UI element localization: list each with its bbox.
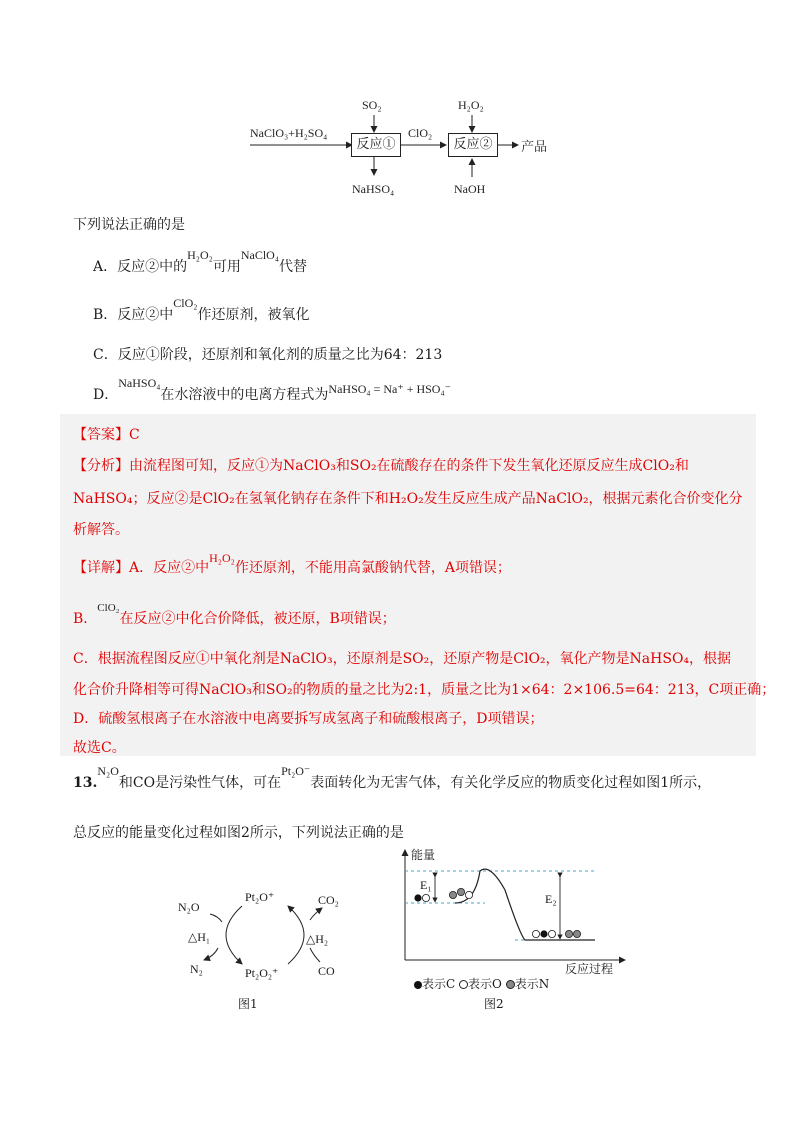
fig1-co2: CO₂	[318, 893, 339, 907]
flow-so2-label: SO₂	[362, 98, 382, 112]
detail-line-c2: 化合价升降相等可得NaClO₃和SO₂的物质的量之比为2:1，质量之比为1×64：2×106.5=64：213，C项正确；	[73, 682, 776, 698]
detail-line-c1: C．根据流程图反应①中氧化剂是NaClO₃，还原剂是SO₂，还原产物是ClO₂，氧化产物是NaHSO₄，根据	[73, 651, 732, 667]
flow-clo2-label: ClO₂	[408, 126, 433, 140]
flow-h2o2-label: H₂O₂	[458, 98, 484, 112]
fig2-e2: E₂	[545, 892, 557, 906]
detail-line-d: D．硫酸氢根离子在水溶液中电离要拆写成氢离子和硫酸根离子，D项错误；	[73, 711, 544, 727]
flow-reaction-2-box: 反应②	[448, 133, 498, 157]
question-stem: 下列说法正确的是	[73, 217, 185, 233]
analysis-line-1: 【分析】由流程图可知，反应①为NaClO₃和SO₂在硫酸存在的条件下发生氧化还原反应生成ClO₂和	[73, 458, 689, 474]
fig1-n2o: N₂O	[178, 900, 200, 914]
fig1-dh1: △H₁	[188, 930, 211, 944]
flow-nahso4-label: NaHSO₄	[352, 182, 395, 196]
fig1-co: CO	[318, 964, 335, 978]
fig2-e1: E₁	[420, 878, 432, 892]
oxygen-dot-icon	[459, 980, 468, 989]
detail-line-a: 【详解】A．反应②中H₂O₂作还原剂，不能用高氯酸钠代替，A项错误；	[73, 551, 511, 576]
carbon-dot-icon	[414, 981, 422, 989]
fig1-dh2: △H₂	[306, 932, 329, 946]
flow-product-label: 产品	[521, 140, 548, 155]
fig2-caption: 图2	[484, 997, 504, 1011]
nitrogen-dot-icon	[506, 980, 515, 989]
detail-line-b: B．$^{ClO_2}$在反应②中化合价降低，被还原，B项错误；	[73, 602, 396, 627]
option-a: A．反应②中的H₂O₂可用NaClO₄代替	[93, 248, 308, 275]
fig1-n2: N₂	[190, 962, 203, 976]
question-13-line-1: 13.N₂O和CO是污染性气体，可在Pt₂O⁻表面转化为无害气体，有关化学反应的物质变化过程如图1所示，	[73, 764, 712, 791]
fig1-pt2o2-plus: Pt₂O₂⁺	[245, 966, 279, 980]
option-b: B．反应②中ClO₂作还原剂，被氧化	[93, 296, 310, 323]
detail-conclusion: 故选C。	[73, 740, 126, 756]
option-d: D．NaHSO₄在水溶液中的电离方程式为NaHSO₄ = Na⁺ + HSO₄⁻	[93, 376, 451, 403]
flow-input-label: NaClO₃+H₂SO₄	[250, 126, 328, 140]
flow-reaction-1-box: 反应①	[351, 133, 401, 157]
question-13-line-2: 总反应的能量变化过程如图2所示，下列说法正确的是	[73, 825, 404, 841]
analysis-line-2: NaHSO₄；反应②是ClO₂在氢氧化钠存在条件下和H₂O₂发生反应生成产品NaClO₂，根据元素化合价变化分	[73, 491, 743, 507]
fig1-pt2o-plus: Pt₂O⁺	[245, 890, 275, 904]
option-c: C．反应①阶段，还原剂和氧化剂的质量之比为64：213	[93, 347, 443, 363]
fig1-caption: 图1	[238, 997, 258, 1011]
flow-naoh-label: NaOH	[454, 182, 486, 196]
answer-line: 【答案】C	[73, 427, 140, 443]
analysis-line-3: 析解答。	[73, 522, 129, 538]
fig2-ylabel: 能量	[411, 848, 436, 862]
flow-arrows	[250, 95, 560, 205]
fig2-xlabel: 反应过程	[565, 962, 614, 976]
fig2-legend: 表示C 表示O 表示N	[414, 975, 549, 992]
figure-2-plot	[395, 845, 635, 975]
